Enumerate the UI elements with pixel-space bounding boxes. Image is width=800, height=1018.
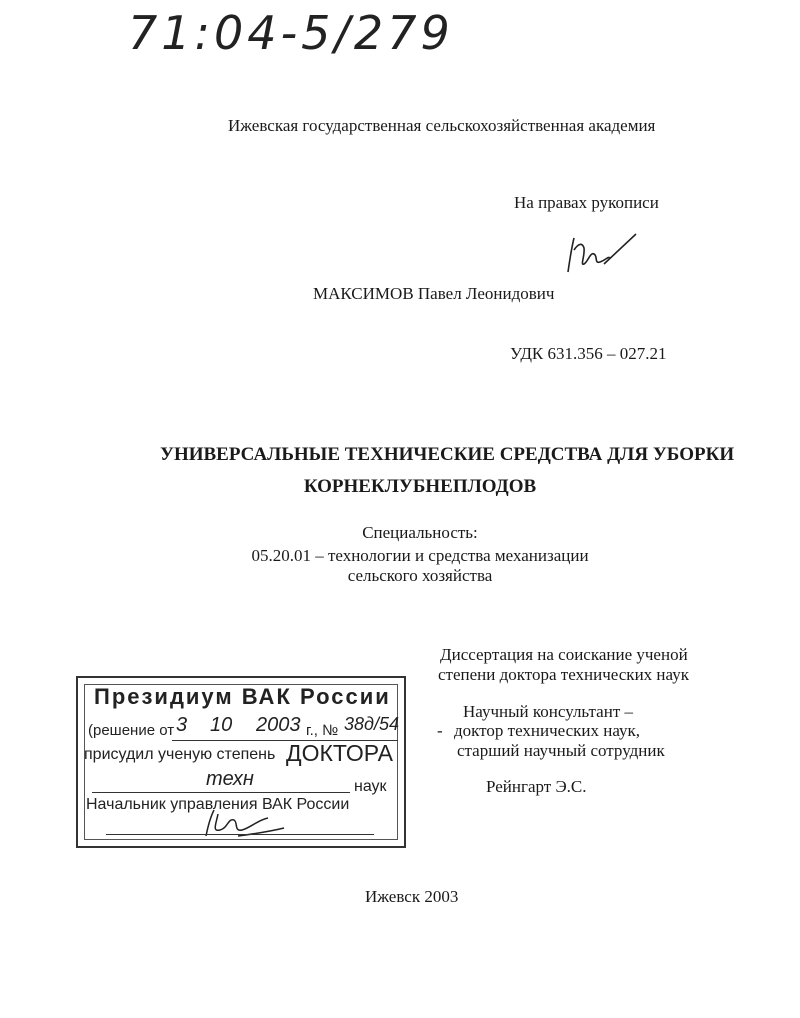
stamp-year-suffix: г., №: [306, 722, 339, 739]
vak-stamp: [76, 676, 406, 848]
stamp-title: Президиум ВАК России: [94, 684, 391, 709]
consultant-rank: старший научный сотрудник: [457, 741, 665, 760]
consultant-degree: доктор технических наук,: [454, 721, 641, 740]
stamp-month: 10: [210, 714, 233, 736]
author-name: МАКСИМОВ Павел Леонидович: [313, 284, 555, 303]
dissertation-line1: Диссертация на соискание ученой: [440, 645, 688, 664]
rights-notice: На правах рукописи: [514, 193, 659, 212]
stamp-field-suffix: наук: [354, 778, 387, 795]
author-signature: [560, 228, 640, 280]
consultant-role: Научный консультант –: [463, 702, 633, 721]
stamp-head: Начальник управления ВАК России: [86, 796, 350, 813]
stamp-number: 38д/54: [344, 714, 399, 734]
consultant-dash: -: [437, 721, 443, 740]
stamp-field: техн: [206, 768, 254, 790]
specialty-field: сельского хозяйства: [347, 566, 493, 585]
udc-code: УДК 631.356 – 027.21: [510, 344, 667, 363]
thesis-title-line1: УНИВЕРСАЛЬНЫЕ ТЕХНИЧЕСКИЕ СРЕДСТВА ДЛЯ УБОРКИ: [160, 444, 735, 465]
city-year: Ижевск 2003: [365, 887, 459, 906]
specialty-code: 05.20.01 – технологии и средства механизации: [251, 546, 589, 565]
archive-number: 71:04-5/279: [128, 6, 454, 60]
stamp-signature-line: [106, 834, 374, 835]
institution-name: Ижевская государственная сельскохозяйственная академия: [228, 116, 656, 135]
stamp-year: 2003: [256, 714, 301, 736]
stamp-decision-prefix: (решение от: [88, 722, 175, 739]
consultant-name: Рейнгарт Э.С.: [486, 777, 587, 796]
stamp-degree: ДОКТОРА: [286, 740, 393, 766]
stamp-awarded: присудил ученую степень: [84, 746, 276, 763]
stamp-day: 3: [176, 714, 188, 736]
specialty-label: Специальность:: [362, 523, 478, 542]
stamp-field-underline: [92, 792, 350, 793]
dissertation-line2: степени доктора технических наук: [438, 665, 689, 684]
thesis-title-line2: КОРНЕКЛУБНЕПЛОДОВ: [303, 476, 537, 497]
